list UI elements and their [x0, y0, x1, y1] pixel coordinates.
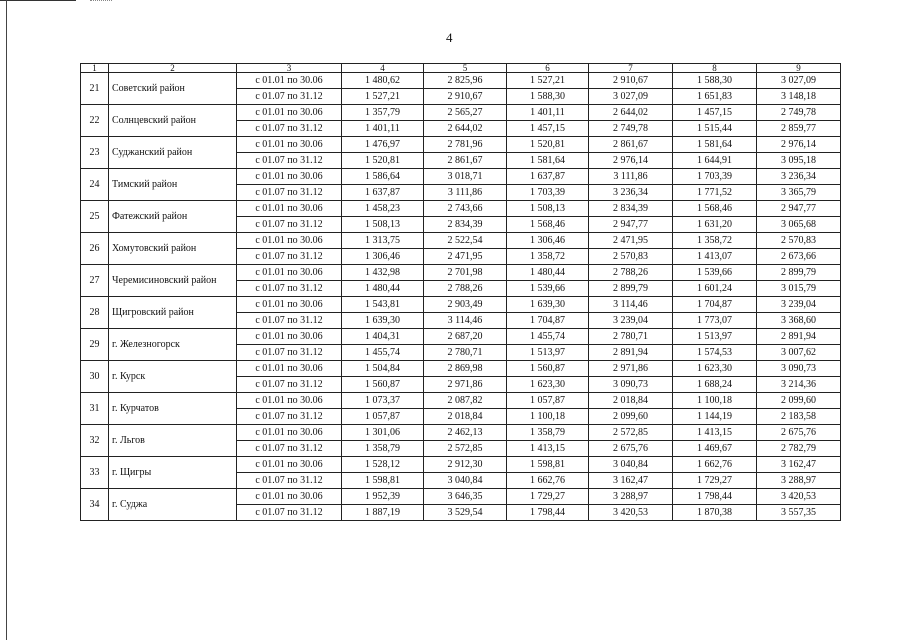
value-cell: 2 087,82	[424, 393, 507, 409]
value-cell: 1 601,24	[673, 281, 757, 297]
scan-mark-top	[90, 0, 112, 1]
period-cell: с 01.07 по 31.12	[237, 217, 342, 233]
value-cell: 2 471,95	[589, 233, 673, 249]
value-cell: 3 095,18	[757, 153, 841, 169]
value-cell: 1 057,87	[342, 409, 424, 425]
value-cell: 1 404,31	[342, 329, 424, 345]
district-name: Щигровский район	[109, 297, 237, 329]
value-cell: 3 114,46	[424, 313, 507, 329]
value-cell: 1 306,46	[342, 249, 424, 265]
header-cell: 8	[673, 64, 757, 73]
value-cell: 1 637,87	[507, 169, 589, 185]
value-cell: 1 480,62	[342, 73, 424, 89]
value-cell: 3 420,53	[757, 489, 841, 505]
value-cell: 2 749,78	[589, 121, 673, 137]
value-cell: 2 859,77	[757, 121, 841, 137]
district-name: Фатежский район	[109, 201, 237, 233]
value-cell: 3 007,62	[757, 345, 841, 361]
value-cell: 1 588,30	[673, 73, 757, 89]
value-cell: 3 148,18	[757, 89, 841, 105]
value-cell: 2 572,85	[589, 425, 673, 441]
value-cell: 3 239,04	[589, 313, 673, 329]
value-cell: 1 515,44	[673, 121, 757, 137]
district-name: Солнцевский район	[109, 105, 237, 137]
district-name: г. Курск	[109, 361, 237, 393]
value-cell: 1 513,97	[507, 345, 589, 361]
value-cell: 2 861,67	[424, 153, 507, 169]
value-cell: 1 401,11	[507, 105, 589, 121]
value-cell: 3 114,46	[589, 297, 673, 313]
period-cell: с 01.07 по 31.12	[237, 345, 342, 361]
value-cell: 1 588,30	[507, 89, 589, 105]
value-cell: 1 413,07	[673, 249, 757, 265]
value-cell: 1 623,30	[507, 377, 589, 393]
value-cell: 1 358,72	[673, 233, 757, 249]
value-cell: 2 971,86	[424, 377, 507, 393]
value-cell: 3 236,34	[757, 169, 841, 185]
value-cell: 1 574,53	[673, 345, 757, 361]
value-cell: 1 952,39	[342, 489, 424, 505]
period-cell: с 01.07 по 31.12	[237, 153, 342, 169]
value-cell: 1 623,30	[673, 361, 757, 377]
value-cell: 1 469,67	[673, 441, 757, 457]
period-cell: с 01.01 по 30.06	[237, 233, 342, 249]
value-cell: 1 301,06	[342, 425, 424, 441]
value-cell: 1 508,13	[507, 201, 589, 217]
table-row	[81, 329, 841, 345]
value-cell: 2 947,77	[757, 201, 841, 217]
table-row	[81, 169, 841, 185]
value-cell: 2 701,98	[424, 265, 507, 281]
value-cell: 1 798,44	[673, 489, 757, 505]
value-cell: 1 568,46	[673, 201, 757, 217]
period-cell: с 01.07 по 31.12	[237, 313, 342, 329]
period-cell: с 01.01 по 30.06	[237, 169, 342, 185]
value-cell: 1 520,81	[507, 137, 589, 153]
table-row	[81, 137, 841, 153]
table-row	[81, 201, 841, 217]
table-row	[81, 425, 841, 441]
period-cell: с 01.07 по 31.12	[237, 121, 342, 137]
period-cell: с 01.01 по 30.06	[237, 105, 342, 121]
period-cell: с 01.01 по 30.06	[237, 329, 342, 345]
value-cell: 1 457,15	[507, 121, 589, 137]
value-cell: 1 480,44	[507, 265, 589, 281]
value-cell: 2 018,84	[589, 393, 673, 409]
value-cell: 3 111,86	[424, 185, 507, 201]
period-cell: с 01.07 по 31.12	[237, 441, 342, 457]
value-cell: 1 586,64	[342, 169, 424, 185]
value-cell: 2 782,79	[757, 441, 841, 457]
rates-table	[80, 63, 841, 521]
value-cell: 3 065,68	[757, 217, 841, 233]
value-cell: 2 780,71	[589, 329, 673, 345]
value-cell: 1 662,76	[673, 457, 757, 473]
period-cell: с 01.01 по 30.06	[237, 137, 342, 153]
value-cell: 1 887,19	[342, 505, 424, 521]
rates-table-body	[81, 73, 841, 521]
value-cell: 2 910,67	[589, 73, 673, 89]
value-cell: 3 015,79	[757, 281, 841, 297]
period-cell: с 01.07 по 31.12	[237, 505, 342, 521]
value-cell: 1 480,44	[342, 281, 424, 297]
value-cell: 1 704,87	[673, 297, 757, 313]
value-cell: 2 976,14	[757, 137, 841, 153]
district-name: Советский район	[109, 73, 237, 105]
period-cell: с 01.07 по 31.12	[237, 377, 342, 393]
period-cell: с 01.01 по 30.06	[237, 297, 342, 313]
value-cell: 2 891,94	[757, 329, 841, 345]
period-cell: с 01.01 по 30.06	[237, 425, 342, 441]
value-cell: 2 899,79	[757, 265, 841, 281]
district-name: г. Железногорск	[109, 329, 237, 361]
period-cell: с 01.07 по 31.12	[237, 249, 342, 265]
value-cell: 3 018,71	[424, 169, 507, 185]
district-name: Суджанский район	[109, 137, 237, 169]
value-cell: 2 673,66	[757, 249, 841, 265]
header-cell: 9	[757, 64, 841, 73]
table-row	[81, 489, 841, 505]
value-cell: 1 057,87	[507, 393, 589, 409]
value-cell: 2 825,96	[424, 73, 507, 89]
row-number: 29	[81, 329, 109, 361]
value-cell: 3 111,86	[589, 169, 673, 185]
value-cell: 2 788,26	[424, 281, 507, 297]
header-cell: 3	[237, 64, 342, 73]
value-cell: 3 646,35	[424, 489, 507, 505]
district-name: г. Щигры	[109, 457, 237, 489]
value-cell: 2 462,13	[424, 425, 507, 441]
value-cell: 1 504,84	[342, 361, 424, 377]
value-cell: 1 703,39	[507, 185, 589, 201]
value-cell: 1 073,37	[342, 393, 424, 409]
period-cell: с 01.01 по 30.06	[237, 457, 342, 473]
value-cell: 1 527,21	[507, 73, 589, 89]
table-row	[81, 233, 841, 249]
value-cell: 3 236,34	[589, 185, 673, 201]
value-cell: 2 788,26	[589, 265, 673, 281]
value-cell: 1 520,81	[342, 153, 424, 169]
value-cell: 1 729,27	[507, 489, 589, 505]
value-cell: 3 162,47	[589, 473, 673, 489]
value-cell: 2 749,78	[757, 105, 841, 121]
value-cell: 3 214,36	[757, 377, 841, 393]
value-cell: 2 861,67	[589, 137, 673, 153]
value-cell: 2 947,77	[589, 217, 673, 233]
value-cell: 1 581,64	[673, 137, 757, 153]
value-cell: 1 651,83	[673, 89, 757, 105]
value-cell: 1 100,18	[673, 393, 757, 409]
row-number: 34	[81, 489, 109, 521]
value-cell: 3 090,73	[757, 361, 841, 377]
period-cell: с 01.07 по 31.12	[237, 185, 342, 201]
value-cell: 1 313,75	[342, 233, 424, 249]
value-cell: 1 662,76	[507, 473, 589, 489]
value-cell: 3 027,09	[757, 73, 841, 89]
value-cell: 1 568,46	[507, 217, 589, 233]
value-cell: 1 455,74	[342, 345, 424, 361]
scan-edge-top	[0, 0, 76, 1]
value-cell: 2 471,95	[424, 249, 507, 265]
value-cell: 1 539,66	[507, 281, 589, 297]
value-cell: 2 910,67	[424, 89, 507, 105]
value-cell: 1 773,07	[673, 313, 757, 329]
table-row	[81, 73, 841, 89]
value-cell: 1 401,11	[342, 121, 424, 137]
value-cell: 1 798,44	[507, 505, 589, 521]
value-cell: 3 365,79	[757, 185, 841, 201]
value-cell: 1 144,19	[673, 409, 757, 425]
district-name: Тимский район	[109, 169, 237, 201]
value-cell: 1 513,97	[673, 329, 757, 345]
page-number: 4	[446, 30, 453, 45]
value-cell: 3 040,84	[589, 457, 673, 473]
row-number: 26	[81, 233, 109, 265]
table-row	[81, 457, 841, 473]
value-cell: 2 903,49	[424, 297, 507, 313]
value-cell: 1 598,81	[342, 473, 424, 489]
value-cell: 2 522,54	[424, 233, 507, 249]
value-cell: 2 570,83	[589, 249, 673, 265]
value-cell: 3 239,04	[757, 297, 841, 313]
district-name: г. Курчатов	[109, 393, 237, 425]
value-cell: 3 557,35	[757, 505, 841, 521]
value-cell: 1 527,21	[342, 89, 424, 105]
value-cell: 1 644,91	[673, 153, 757, 169]
value-cell: 2 912,30	[424, 457, 507, 473]
value-cell: 1 631,20	[673, 217, 757, 233]
value-cell: 1 637,87	[342, 185, 424, 201]
district-name: г. Льгов	[109, 425, 237, 457]
value-cell: 1 688,24	[673, 377, 757, 393]
value-cell: 2 099,60	[757, 393, 841, 409]
period-cell: с 01.01 по 30.06	[237, 73, 342, 89]
value-cell: 2 976,14	[589, 153, 673, 169]
row-number: 24	[81, 169, 109, 201]
value-cell: 2 869,98	[424, 361, 507, 377]
row-number: 28	[81, 297, 109, 329]
row-number: 23	[81, 137, 109, 169]
value-cell: 1 870,38	[673, 505, 757, 521]
period-cell: с 01.01 по 30.06	[237, 393, 342, 409]
table-row	[81, 393, 841, 409]
value-cell: 2 183,58	[757, 409, 841, 425]
table-row	[81, 105, 841, 121]
header-cell: 5	[424, 64, 507, 73]
period-cell: с 01.07 по 31.12	[237, 89, 342, 105]
value-cell: 2 781,96	[424, 137, 507, 153]
value-cell: 1 306,46	[507, 233, 589, 249]
value-cell: 2 099,60	[589, 409, 673, 425]
value-cell: 1 729,27	[673, 473, 757, 489]
value-cell: 1 581,64	[507, 153, 589, 169]
value-cell: 2 780,71	[424, 345, 507, 361]
value-cell: 1 528,12	[342, 457, 424, 473]
value-cell: 1 358,79	[342, 441, 424, 457]
value-cell: 3 529,54	[424, 505, 507, 521]
value-cell: 2 834,39	[589, 201, 673, 217]
header-cell: 6	[507, 64, 589, 73]
value-cell: 1 508,13	[342, 217, 424, 233]
value-cell: 2 570,83	[757, 233, 841, 249]
row-number: 21	[81, 73, 109, 105]
value-cell: 1 543,81	[342, 297, 424, 313]
scan-edge-left	[6, 0, 7, 640]
district-name: Черемисиновский район	[109, 265, 237, 297]
district-name: Хомутовский район	[109, 233, 237, 265]
row-number: 30	[81, 361, 109, 393]
value-cell: 1 357,79	[342, 105, 424, 121]
value-cell: 1 358,79	[507, 425, 589, 441]
value-cell: 2 675,76	[757, 425, 841, 441]
value-cell: 1 704,87	[507, 313, 589, 329]
value-cell: 1 639,30	[342, 313, 424, 329]
value-cell: 1 100,18	[507, 409, 589, 425]
row-number: 27	[81, 265, 109, 297]
value-cell: 2 971,86	[589, 361, 673, 377]
value-cell: 3 288,97	[757, 473, 841, 489]
value-cell: 2 834,39	[424, 217, 507, 233]
value-cell: 3 288,97	[589, 489, 673, 505]
value-cell: 1 560,87	[342, 377, 424, 393]
value-cell: 3 368,60	[757, 313, 841, 329]
row-number: 22	[81, 105, 109, 137]
value-cell: 3 090,73	[589, 377, 673, 393]
value-cell: 3 162,47	[757, 457, 841, 473]
header-cell: 4	[342, 64, 424, 73]
value-cell: 3 040,84	[424, 473, 507, 489]
value-cell: 1 476,97	[342, 137, 424, 153]
value-cell: 2 644,02	[589, 105, 673, 121]
table-row	[81, 265, 841, 281]
table-row	[81, 297, 841, 313]
period-cell: с 01.01 по 30.06	[237, 265, 342, 281]
value-cell: 2 644,02	[424, 121, 507, 137]
value-cell: 1 413,15	[673, 425, 757, 441]
value-cell: 1 358,72	[507, 249, 589, 265]
period-cell: с 01.01 по 30.06	[237, 489, 342, 505]
value-cell: 2 018,84	[424, 409, 507, 425]
value-cell: 1 771,52	[673, 185, 757, 201]
value-cell: 2 572,85	[424, 441, 507, 457]
value-cell: 1 457,15	[673, 105, 757, 121]
value-cell: 1 455,74	[507, 329, 589, 345]
period-cell: с 01.07 по 31.12	[237, 409, 342, 425]
value-cell: 3 420,53	[589, 505, 673, 521]
value-cell: 1 560,87	[507, 361, 589, 377]
value-cell: 1 458,23	[342, 201, 424, 217]
value-cell: 1 432,98	[342, 265, 424, 281]
value-cell: 2 899,79	[589, 281, 673, 297]
value-cell: 2 743,66	[424, 201, 507, 217]
row-number: 25	[81, 201, 109, 233]
value-cell: 2 891,94	[589, 345, 673, 361]
header-row	[81, 64, 841, 73]
period-cell: с 01.01 по 30.06	[237, 201, 342, 217]
header-cell: 7	[589, 64, 673, 73]
value-cell: 1 539,66	[673, 265, 757, 281]
period-cell: с 01.07 по 31.12	[237, 473, 342, 489]
value-cell: 3 027,09	[589, 89, 673, 105]
period-cell: с 01.01 по 30.06	[237, 361, 342, 377]
header-cell: 1	[81, 64, 109, 73]
header-cell: 2	[109, 64, 237, 73]
value-cell: 1 703,39	[673, 169, 757, 185]
value-cell: 1 598,81	[507, 457, 589, 473]
value-cell: 2 675,76	[589, 441, 673, 457]
value-cell: 1 639,30	[507, 297, 589, 313]
row-number: 31	[81, 393, 109, 425]
value-cell: 2 687,20	[424, 329, 507, 345]
row-number: 33	[81, 457, 109, 489]
value-cell: 1 413,15	[507, 441, 589, 457]
district-name: г. Суджа	[109, 489, 237, 521]
row-number: 32	[81, 425, 109, 457]
table-row	[81, 361, 841, 377]
period-cell: с 01.07 по 31.12	[237, 281, 342, 297]
value-cell: 2 565,27	[424, 105, 507, 121]
